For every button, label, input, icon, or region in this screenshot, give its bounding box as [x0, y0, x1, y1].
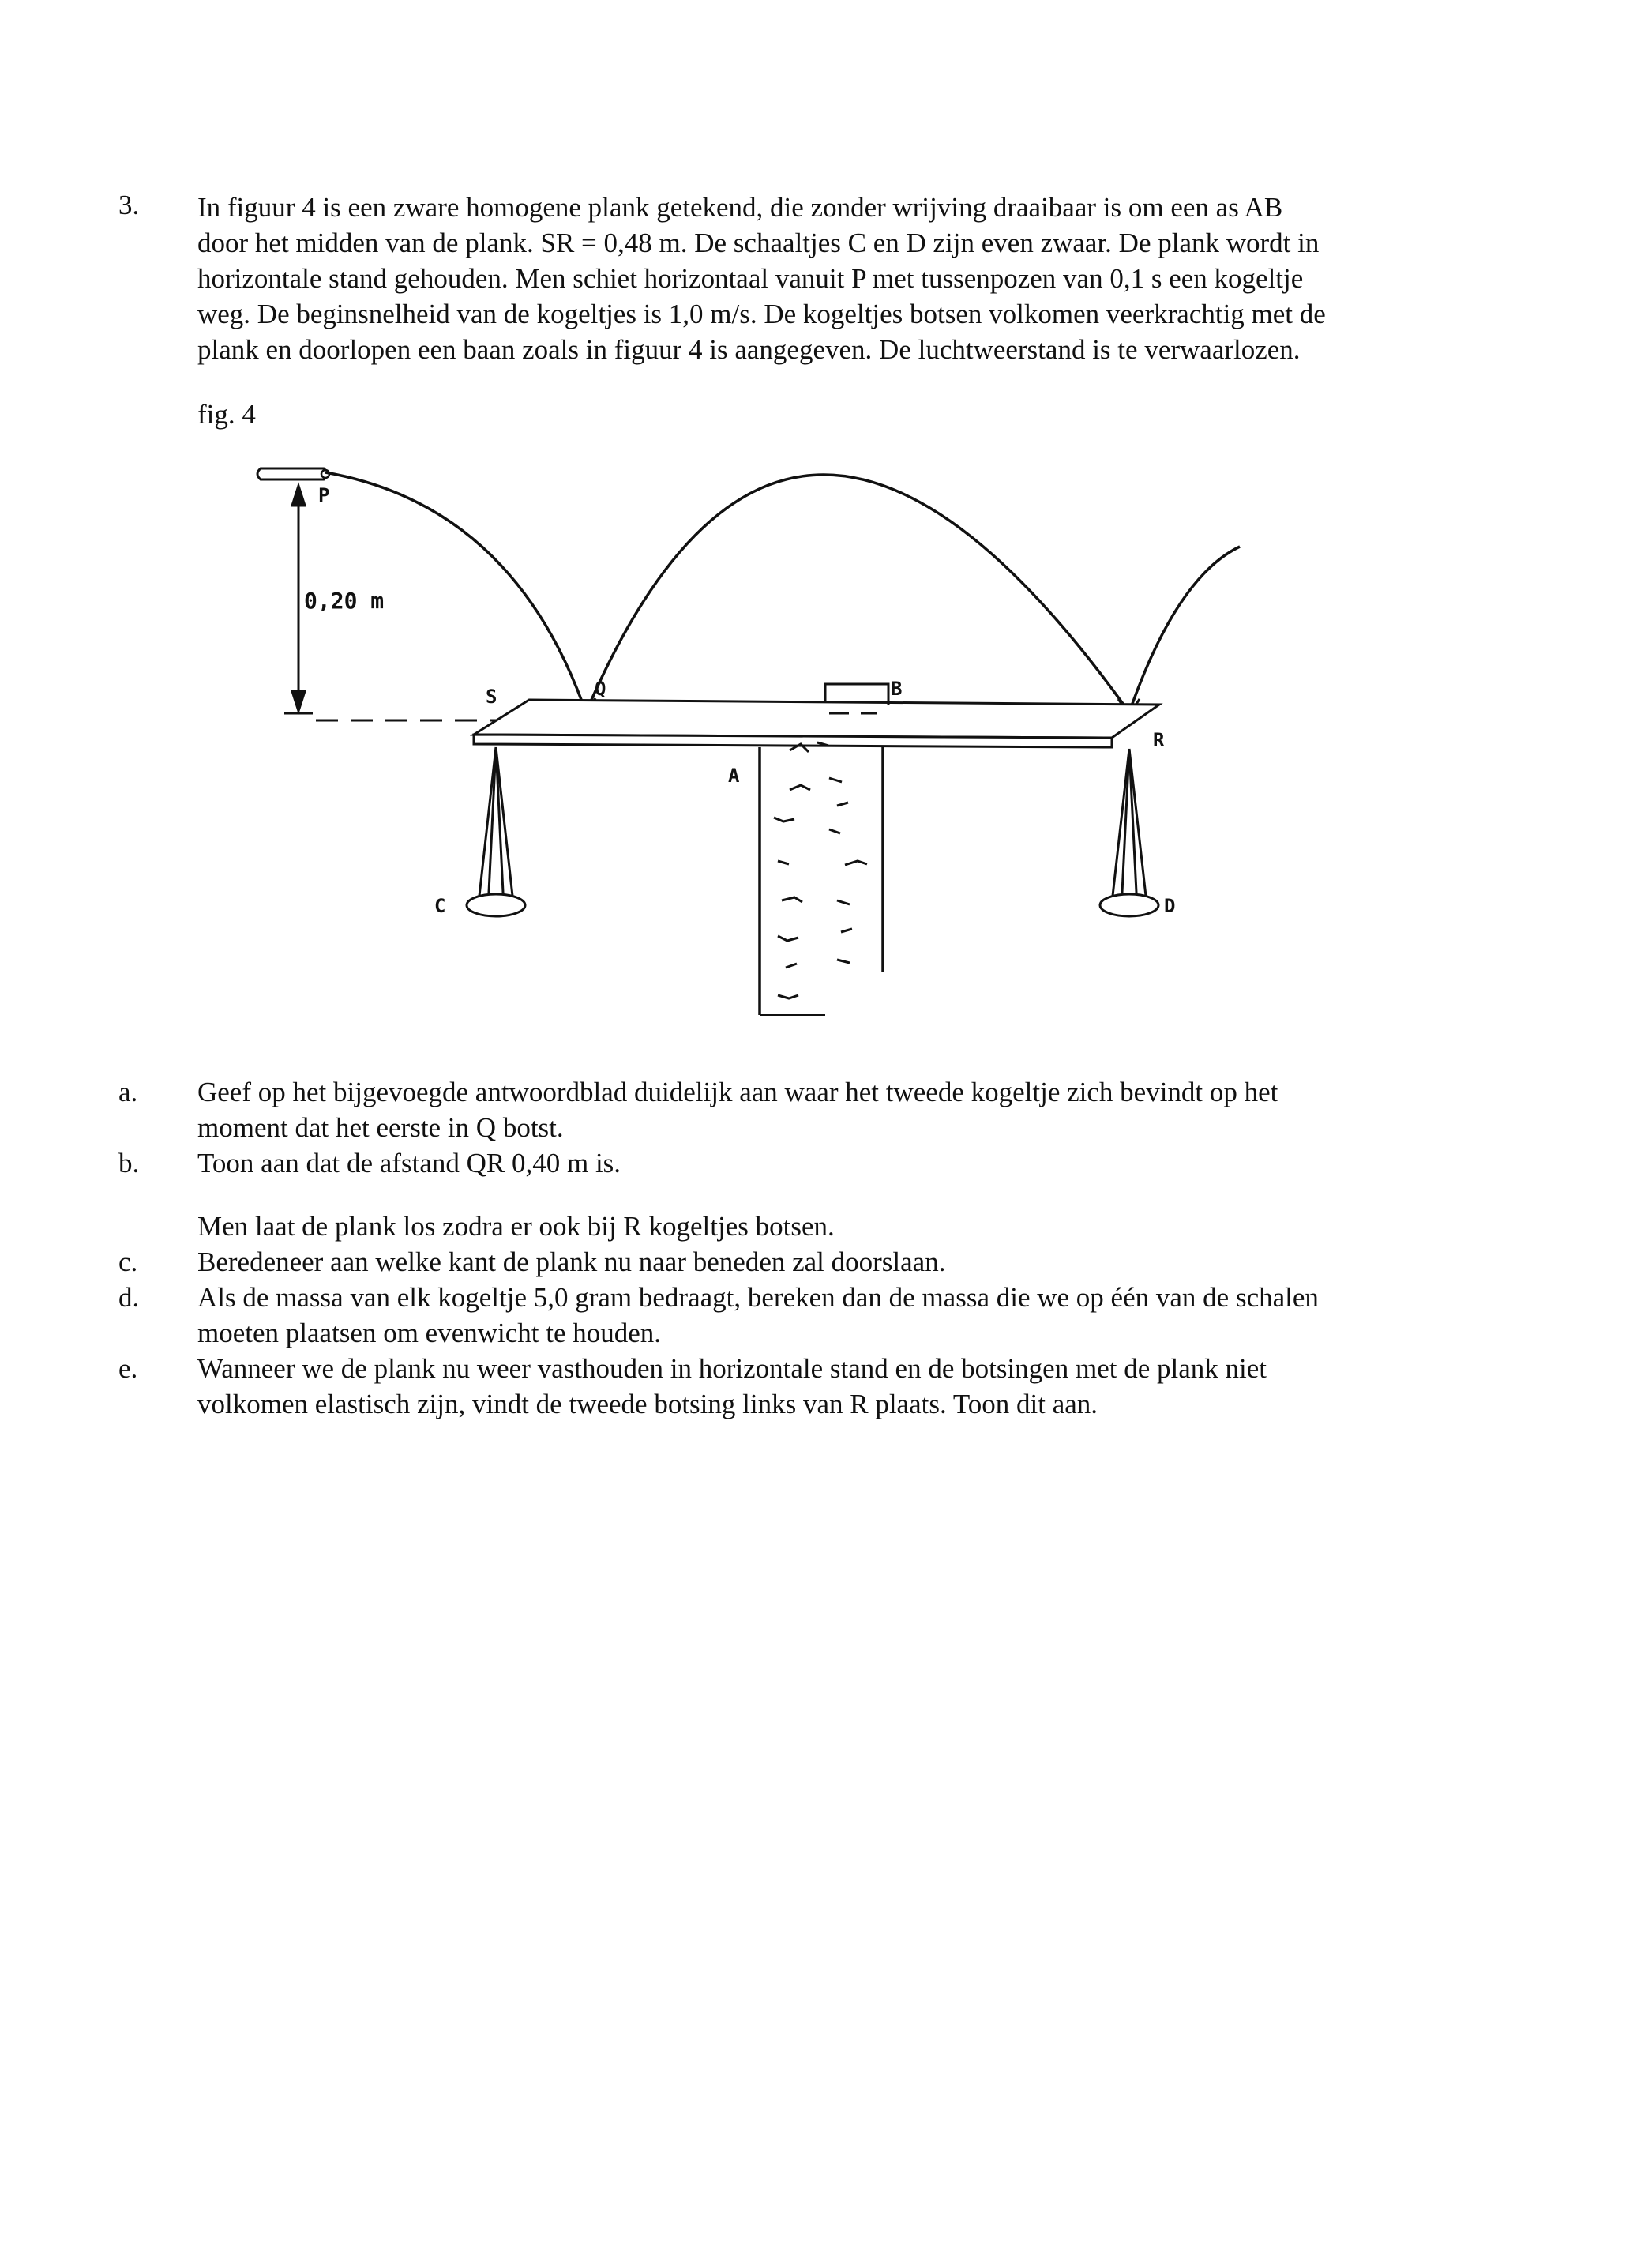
label-b: B	[891, 678, 903, 700]
label-height: 0,20 m	[304, 588, 385, 614]
water-column	[760, 742, 883, 1015]
label-d: D	[1164, 895, 1176, 917]
label-q: Q	[595, 678, 606, 700]
subquestion-letter: a.	[118, 1077, 138, 1107]
scale-pan-d	[1100, 749, 1158, 916]
condition-text: Men laat de plank los zodra er ook bij R kogeltjes botsen.	[197, 1211, 835, 1242]
intro-line: door het midden van de plank. SR = 0,48 m. De schaaltjes C en D zijn even zwaar. De plank wordt in	[197, 227, 1320, 258]
plank	[474, 700, 1159, 747]
subquestion-letter: c.	[118, 1246, 138, 1277]
subquestion-line: Beredeneer aan welke kant de plank nu naar beneden zal doorslaan.	[197, 1246, 946, 1277]
label-r: R	[1153, 729, 1165, 751]
figure-caption: fig. 4	[197, 399, 256, 430]
label-s: S	[486, 686, 497, 708]
ball-trajectory	[325, 472, 1240, 712]
subquestion-line: volkomen elastisch zijn, vindt de tweede botsing links van R plaats. Toon dit aan.	[197, 1389, 1098, 1419]
intro-line: In figuur 4 is een zware homogene plank getekend, die zonder wrijving draaibaar is om een as AB	[197, 192, 1283, 223]
subquestion-line: Wanneer we de plank nu weer vasthouden in horizontale stand en de botsingen met de plank niet	[197, 1353, 1267, 1384]
figure-4-diagram	[237, 442, 1279, 1035]
label-p: P	[318, 484, 330, 506]
label-a: A	[728, 765, 740, 787]
intro-line: weg. De beginsnelheid van de kogeltjes is 1,0 m/s. De kogeltjes botsen volkomen veerkrachtig met de	[197, 299, 1326, 329]
subquestion-line: Als de massa van elk kogeltje 5,0 gram bedraagt, bereken dan de massa die we op één van de schalen	[197, 1282, 1319, 1313]
subquestion-letter: e.	[118, 1353, 138, 1384]
subquestion-line: Geef op het bijgevoegde antwoordblad duidelijk aan waar het tweede kogeltje zich bevindt op het	[197, 1077, 1278, 1107]
scale-pan-c	[467, 747, 525, 916]
label-c: C	[434, 895, 446, 917]
question-intro	[197, 190, 1429, 367]
launcher-tube	[257, 468, 329, 479]
subquestion-letter: b.	[118, 1148, 140, 1179]
intro-line: horizontale stand gehouden. Men schiet horizontaal vanuit P met tussenpozen van 0,1 s een kogeltje	[197, 263, 1304, 294]
subquestion-line: moeten plaatsen om evenwicht te houden.	[197, 1318, 662, 1348]
subquestion-letter: d.	[118, 1282, 140, 1313]
subquestion-line: moment dat het eerste in Q botst.	[197, 1112, 564, 1143]
question-number: 3.	[118, 190, 140, 220]
subquestion-line: Toon aan dat de afstand QR 0,40 m is.	[197, 1148, 621, 1179]
intro-line: plank en doorlopen een baan zoals in figuur 4 is aangegeven. De luchtweerstand is te verwaarlozen.	[197, 334, 1301, 365]
